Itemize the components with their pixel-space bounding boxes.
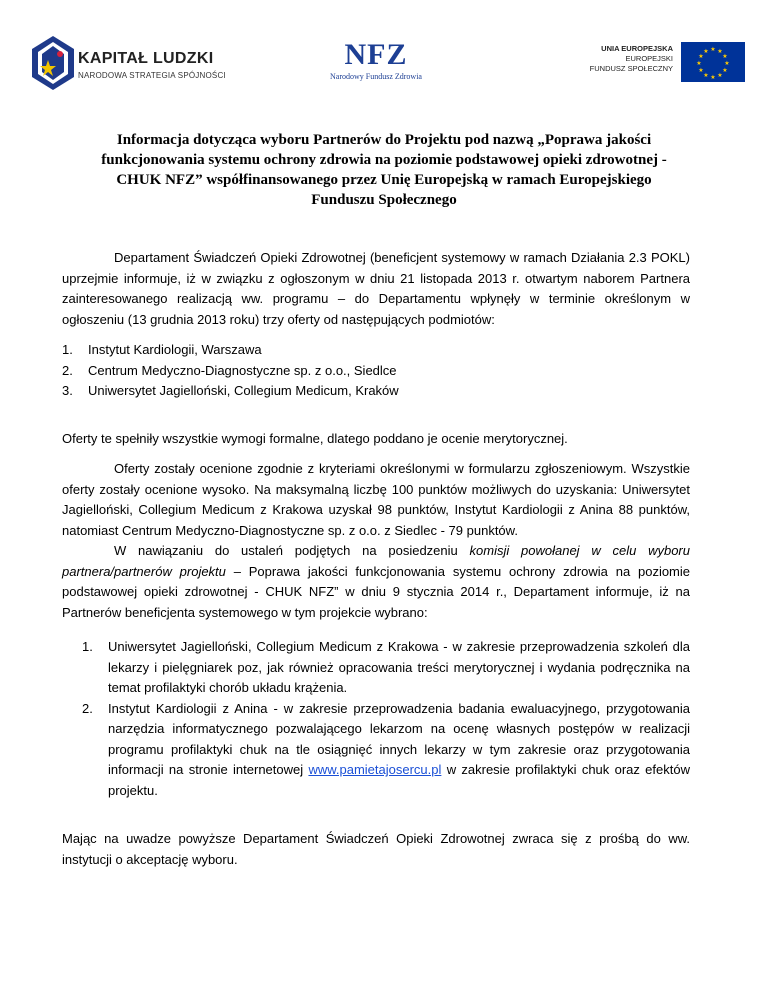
list-item bbox=[62, 340, 690, 361]
formal-paragraph: Oferty te spełniły wszystkie wymogi formalne, dlatego poddano je ocenie merytorycznej. bbox=[62, 430, 568, 446]
selected-partners-list bbox=[62, 637, 690, 801]
decision-text-after: – Poprawa jakości funkcjonowania systemu ochrony zdrowia na poziomie podstawowej opieki zdrowotnej - CHUK NFZ” w dniu 9 stycznia 2014 r., Departament informuje, iż na Partnerów beneficjenta systemowego w tym projekcie wybrano: bbox=[62, 563, 691, 620]
list-item bbox=[82, 637, 690, 699]
evaluation-paragraph: Oferty zostały ocenione zgodnie z kryteriami określonymi w formularzu zgłoszeniowym. Wszystkie oferty zostały ocenione wysoko. Na maksymalną liczbę 100 punktów możliwych do uzyskania: Uniwersytet Jagielloński, Collegium Medicum z Krakowa uzyskał 98 punktów, Instytut Kardiologii z Anina 88 punktów, natomiast Centrum Medyczno-Diagnostyczne sp. z o.o. z Siedlec - 79 punktów. bbox=[62, 461, 690, 538]
offers-list bbox=[62, 340, 690, 402]
decision-text-italic: komisji powołanej w celu wyboru partnera/partnerów projektu bbox=[62, 543, 690, 579]
closing-paragraph: Mając na uwadze powyższe Departament Świadczeń Opieki Zdrowotnej zwraca się z prośbą do ww. instytucji o akceptację wyboru. bbox=[62, 831, 690, 867]
svg-text:★: ★ bbox=[696, 60, 702, 67]
eu-logo-text bbox=[590, 44, 673, 74]
nfz-logo bbox=[316, 40, 436, 82]
svg-text:★: ★ bbox=[722, 53, 728, 60]
kapital-ludzki-title: KAPITAŁ LUDZKI bbox=[78, 50, 214, 67]
website-link[interactable]: www.pamietajosercu.pl bbox=[308, 762, 442, 777]
list-text: Uniwersytet Jagielloński, Collegium Medicum z Krakowa - w zakresie przeprowadzenia szkoleń dla lekarzy i pielęgniarek poz, jak również opracowania treści merytorycznej i wydania podręcznika na temat profilaktyki chorób układu krążenia. bbox=[108, 639, 690, 695]
list-text: Uniwersytet Jagielloński, Collegium Medicum, Kraków bbox=[88, 383, 399, 398]
list-text: Instytut Kardiologii, Warszawa bbox=[88, 342, 262, 357]
list-item bbox=[82, 699, 690, 802]
svg-text:★: ★ bbox=[717, 72, 723, 79]
document-title: Informacja dotycząca wyboru Partnerów do Projektu pod nazwą „Poprawa jakości funkcjonowania systemu ochrony zdrowia na poziomie podstawowej opieki zdrowotnej - CHUK NFZ” współfinansowanego przez Unię Europejską w ramach Europejskiego Funduszu Społecznego bbox=[101, 132, 667, 208]
svg-text:★: ★ bbox=[703, 72, 709, 79]
intro-paragraph: Departament Świadczeń Opieki Zdrowotnej (beneficjent systemowy w ramach Działania 2.3 POKL) uprzejmie informuje, iż w związku z ogłoszonym w dniu 21 listopada 2013 r. otwartym naborem Partnera zainteresowanego realizacją ww. programu – do Departamentu wpłynęły w terminie określonym w ogłoszeniu (13 grudnia 2013 roku) trzy oferty od następujących podmiotów: bbox=[62, 250, 690, 327]
svg-text:★: ★ bbox=[698, 53, 704, 60]
list-text: Centrum Medyczno-Diagnostyczne sp. z o.o., Siedlce bbox=[88, 362, 397, 378]
eu-flag-icon bbox=[681, 42, 745, 82]
svg-text:★: ★ bbox=[724, 60, 730, 67]
decision-paragraph bbox=[62, 541, 690, 623]
list-text-before: Instytut Kardiologii z Anina - w zakresie przeprowadzenia badania ewaluacyjnego, przygotowania narzędzia informatycznego pozwalającego lekarzom na ocenę własnych postępów w realizacji programu profilaktyki chuk na tle osiągnięć innych lekarzy w tym zakresie oraz przygotowania informacji na stronie internetowej bbox=[108, 700, 690, 777]
list-item bbox=[62, 381, 690, 402]
nfz-mark: NFZ bbox=[344, 38, 408, 71]
list-number: 3. bbox=[62, 383, 73, 398]
svg-text:★: ★ bbox=[698, 67, 704, 74]
kapital-ludzki-logo bbox=[32, 36, 226, 90]
svg-text:★: ★ bbox=[710, 46, 716, 53]
list-number: 1. bbox=[62, 342, 73, 357]
list-number: 2. bbox=[62, 362, 73, 378]
svg-text:★: ★ bbox=[717, 48, 723, 55]
eu-line-3: FUNDUSZ SPOŁECZNY bbox=[589, 64, 673, 73]
svg-text:★: ★ bbox=[710, 74, 716, 81]
decision-text-before: W nawiązaniu do ustaleń podjętych na posiedzeniu bbox=[114, 543, 470, 558]
kapital-ludzki-emblem-icon bbox=[32, 36, 74, 90]
document-body bbox=[62, 248, 690, 870]
list-number: 1. bbox=[82, 639, 93, 654]
list-text-after: w zakresie profilaktyki chuk oraz efektów projektu. bbox=[108, 762, 690, 798]
eu-line-2: EUROPEJSKI bbox=[625, 54, 673, 63]
svg-text:★: ★ bbox=[703, 48, 709, 55]
list-number: 2. bbox=[82, 700, 93, 716]
eu-line-1: UNIA EUROPEJSKA bbox=[601, 44, 673, 53]
eu-logo bbox=[580, 40, 745, 84]
page-header bbox=[0, 0, 768, 100]
nfz-subtitle: Narodowy Fundusz Zdrowia bbox=[330, 72, 422, 81]
svg-text:★: ★ bbox=[722, 67, 728, 74]
kapital-ludzki-subtitle: NARODOWA STRATEGIA SPÓJNOŚCI bbox=[78, 71, 226, 80]
list-item bbox=[62, 361, 690, 382]
